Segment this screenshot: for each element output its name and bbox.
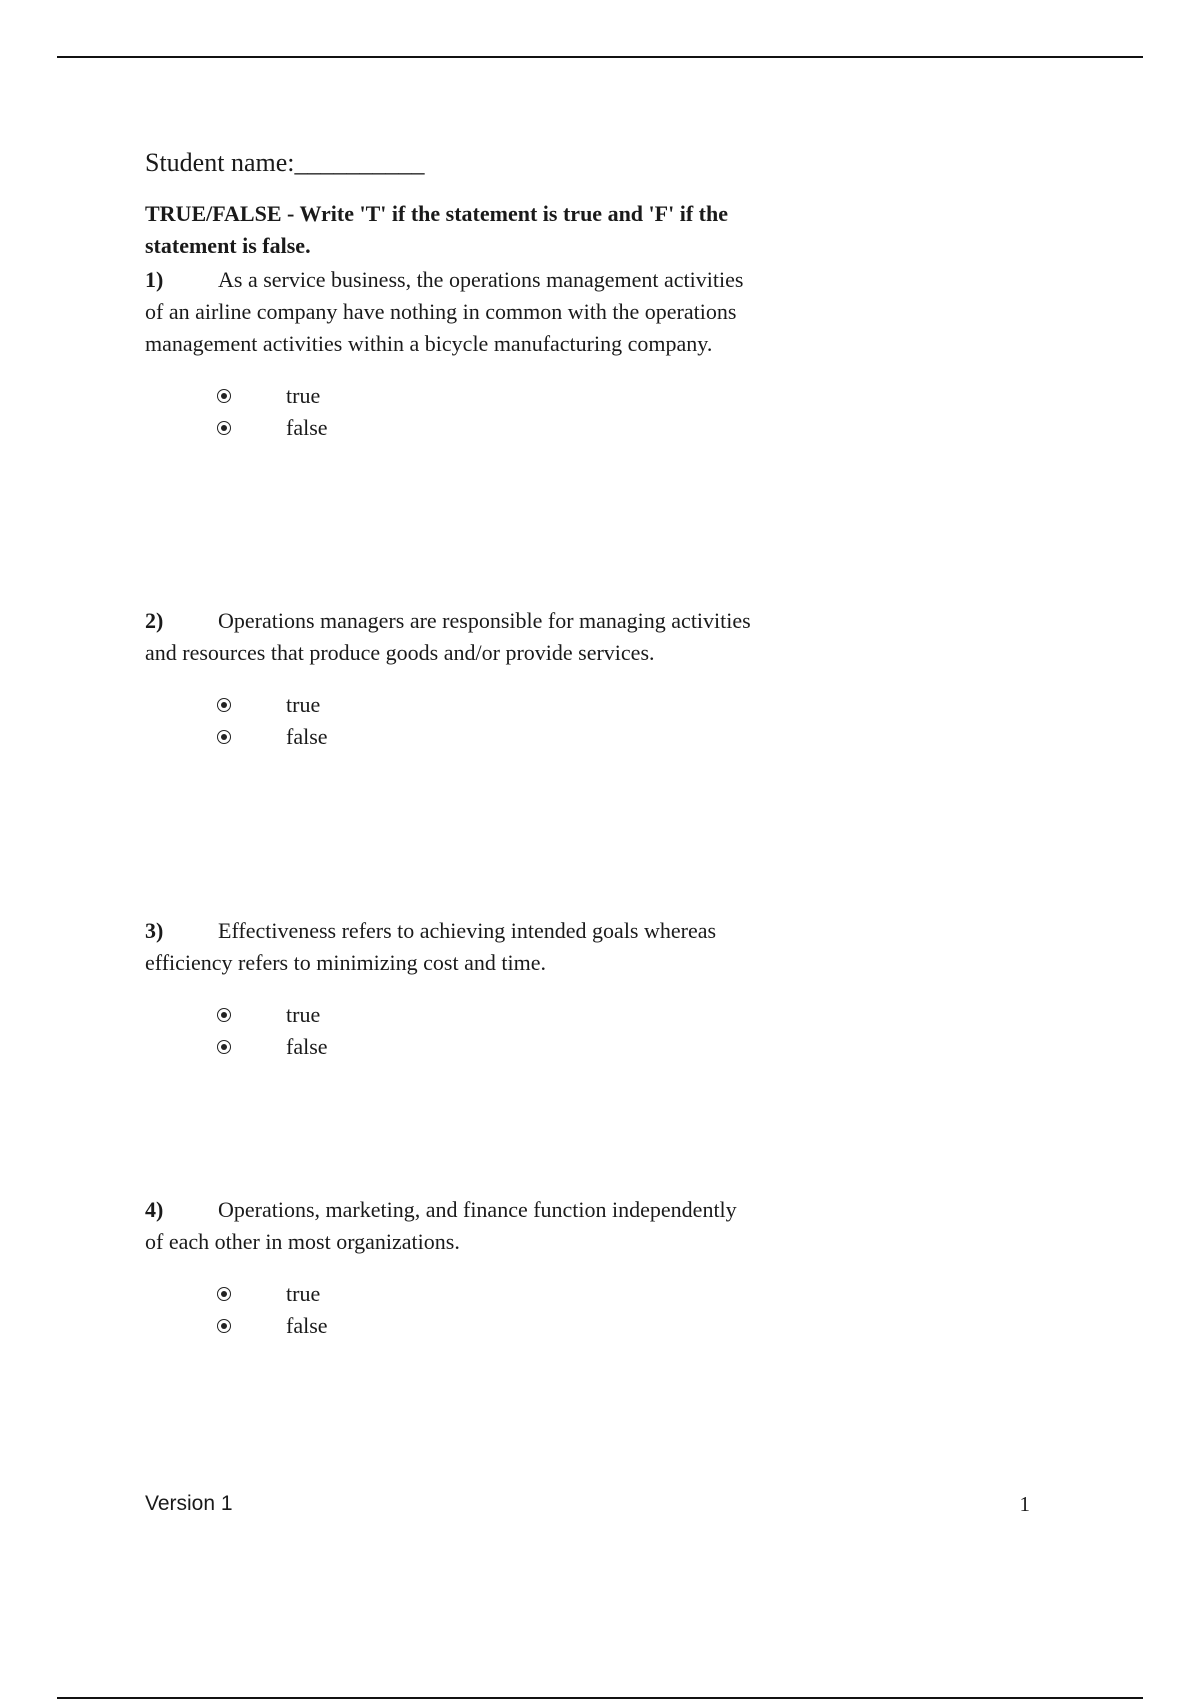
question-text	[145, 1194, 755, 1258]
question-number: 3)	[145, 918, 164, 943]
option-label: true	[286, 692, 321, 717]
question-body: Effectiveness refers to achieving intended goals whereas efficiency refers to minimizing cost and time.	[145, 918, 717, 975]
question-body: As a service business, the operations management activities of an airline company have nothing in common with the operations management activities within a bicycle manufacturing company.	[145, 267, 744, 356]
option-label: true	[286, 1281, 321, 1306]
radio-icon[interactable]	[217, 1040, 231, 1054]
option-label: true	[286, 383, 321, 408]
question-4	[145, 1194, 785, 1342]
option-label: false	[286, 724, 328, 749]
question-body: Operations managers are responsible for managing activities and resources that produce goods and/or provide services.	[145, 608, 751, 665]
option-false[interactable]	[217, 412, 785, 444]
radio-icon[interactable]	[217, 421, 231, 435]
question-number: 2)	[145, 608, 164, 633]
answer-options	[217, 999, 785, 1063]
answer-options	[217, 689, 785, 753]
version-label: Version 1	[145, 1492, 233, 1515]
question-1	[145, 264, 785, 444]
radio-icon[interactable]	[217, 1319, 231, 1333]
bottom-rule	[57, 1697, 1143, 1699]
question-2	[145, 605, 785, 753]
option-true[interactable]	[217, 380, 785, 412]
page-number: 1	[1019, 1492, 1030, 1516]
answer-options	[217, 1278, 785, 1342]
radio-icon[interactable]	[217, 389, 231, 403]
question-text	[145, 915, 755, 979]
option-label: false	[286, 1034, 328, 1059]
option-label: false	[286, 1313, 328, 1338]
option-false[interactable]	[217, 1310, 785, 1342]
option-true[interactable]	[217, 1278, 785, 1310]
question-number: 4)	[145, 1197, 164, 1222]
question-number: 1)	[145, 267, 164, 292]
option-true[interactable]	[217, 689, 785, 721]
option-false[interactable]	[217, 721, 785, 753]
question-body: Operations, marketing, and finance function independently of each other in most organizations.	[145, 1197, 737, 1254]
radio-icon[interactable]	[217, 1287, 231, 1301]
radio-icon[interactable]	[217, 730, 231, 744]
question-text	[145, 264, 755, 360]
top-rule	[57, 56, 1143, 58]
question-text	[145, 605, 755, 669]
quiz-content	[145, 140, 765, 1338]
question-3	[145, 915, 785, 1063]
page-footer	[145, 1492, 1030, 1517]
option-label: true	[286, 1002, 321, 1027]
radio-icon[interactable]	[217, 1008, 231, 1022]
option-true[interactable]	[217, 999, 785, 1031]
answer-options	[217, 380, 785, 444]
instructions: TRUE/FALSE - Write 'T' if the statement is true and 'F' if the statement is false.	[145, 201, 728, 258]
option-label: false	[286, 415, 328, 440]
radio-icon[interactable]	[217, 698, 231, 712]
student-name-label: Student name:__________	[145, 148, 425, 177]
option-false[interactable]	[217, 1031, 785, 1063]
